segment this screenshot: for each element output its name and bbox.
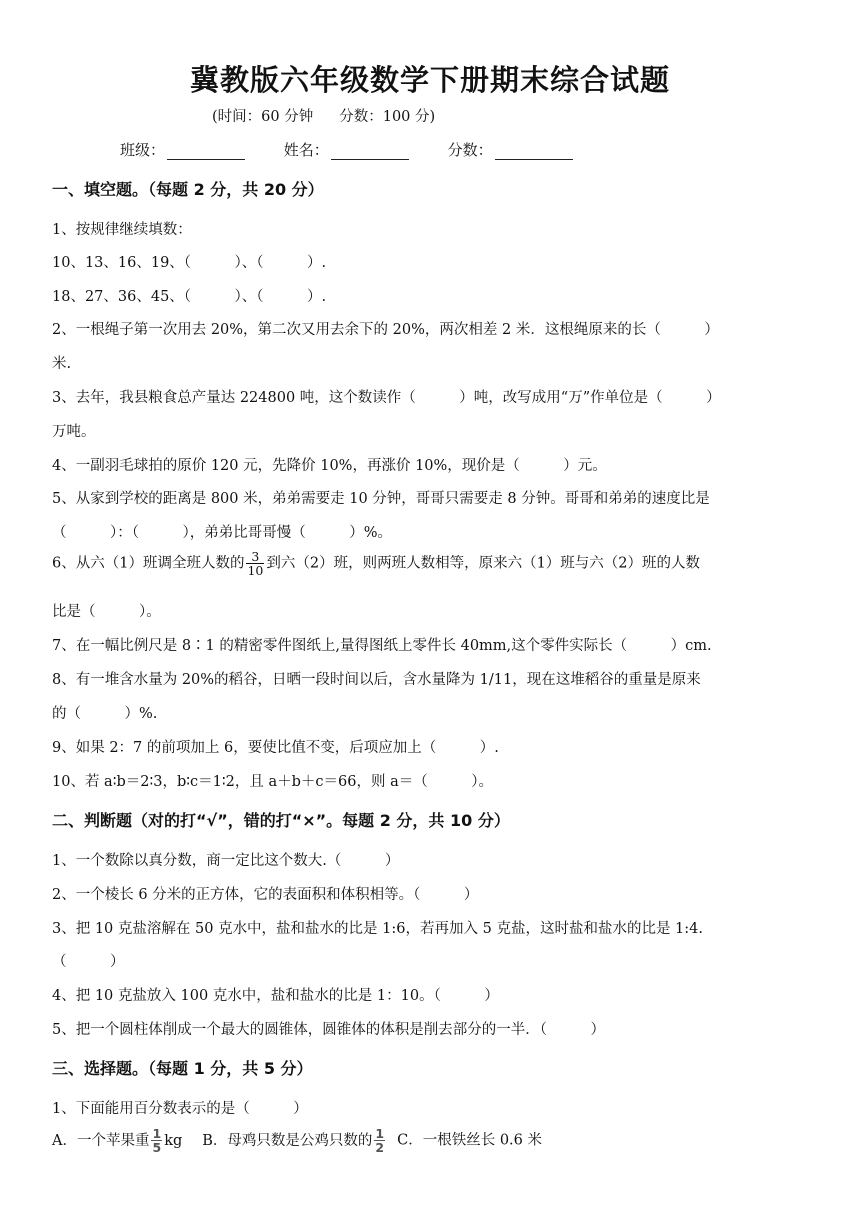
question-line: 1、按规律继续填数： (52, 222, 192, 238)
option-a-unit: kg (164, 1132, 183, 1149)
question-line: 9、如果 2：7 的前项加上 6，要使比值不变，后项应加上（ ）. (52, 740, 499, 756)
section-heading-fill-in: 一、填空题。（每题 2 分，共 20 分） (52, 180, 324, 199)
section-heading-true-false: 二、判断题（对的打“√”，错的打“×”。每题 2 分，共 10 分） (52, 811, 510, 830)
fraction-3-10 (246, 550, 264, 577)
question-line: 4、把 10 克盐放入 100 克水中，盐和盐水的比是 1：10。（ ） (52, 988, 499, 1004)
option-b-text: B．母鸡只数是公鸡只数的 (202, 1132, 373, 1149)
question-line: 7、在一幅比例尺是 8∶1 的精密零件图纸上,量得图纸上零件长 40mm,这个零件实际长（ ）cm. (52, 638, 712, 654)
fraction-1-5 (151, 1127, 162, 1154)
class-label: 班级： (120, 141, 166, 159)
question-line: （ ） (52, 954, 125, 970)
time-limit: (时间：60 分钟 (212, 109, 314, 125)
class-blank[interactable] (167, 145, 245, 160)
question-line: 的（ ）%. (52, 706, 158, 722)
fraction-numerator: 3 (246, 550, 264, 564)
score-label: 分数： (447, 141, 493, 159)
question-line: 5、把一个圆柱体削成一个最大的圆锥体，圆锥体的体积是削去部分的一半．（ ） (52, 1022, 605, 1038)
exam-meta (212, 105, 435, 126)
question-line: 米. (52, 356, 72, 372)
question-line-q6 (52, 550, 700, 577)
question-line: 10、若 a∶b＝2∶3，b∶c＝1∶2，且 a＋b＋c＝66，则 a＝（ ）。 (52, 774, 493, 790)
question-line: 2、一根绳子第一次用去 20%，第二次又用去余下的 20%，两次相差 2 米．这根绳原来的长（ ） (52, 322, 719, 338)
question-line: 3、把 10 克盐溶解在 50 克水中，盐和盐水的比是 1:6，若再加入 5 克盐，这时盐和盐水的比是 1:4. (52, 921, 704, 937)
score-field (448, 139, 573, 160)
question-line: 2、一个棱长 6 分米的正方体，它的表面积和体积相等。（ ） (52, 887, 479, 903)
question-line: 18、27、36、45、（ ）、（ ）. (52, 289, 327, 305)
student-info (120, 139, 607, 160)
section-heading-multiple-choice: 三、选择题。（每题 1 分，共 5 分） (52, 1059, 313, 1078)
q6-text-b: 到六（2）班，则两班人数相等，原来六（1）班与六（2）班的人数 (266, 555, 701, 572)
question-line: 1、下面能用百分数表示的是（ ） (52, 1101, 308, 1117)
question-line: 比是（ ）。 (52, 604, 161, 620)
name-blank[interactable] (331, 145, 409, 160)
fraction-denominator: 10 (247, 563, 264, 578)
option-b[interactable] (202, 1126, 387, 1155)
question-line: 万吨。 (52, 424, 96, 440)
choice-options (52, 1127, 542, 1154)
class-field (120, 139, 245, 160)
option-a[interactable] (52, 1126, 183, 1155)
question-line: 4、一副羽毛球拍的原价 120 元，先降价 10%，再涨价 10%，现价是（ ）元。 (52, 458, 607, 474)
question-line: 5、从家到学校的距离是 800 米，弟弟需要走 10 分钟，哥哥只需要走 8 分钟。哥哥和弟弟的速度比是 (52, 491, 710, 507)
score-blank[interactable] (495, 145, 573, 160)
total-score: 分数：100 分) (339, 109, 436, 125)
fraction-numerator: 1 (375, 1126, 385, 1141)
fraction-denominator: 2 (375, 1140, 385, 1155)
q6-text-a: 6、从六（1）班调全班人数的 (52, 555, 245, 572)
option-c[interactable]: C．一根铁丝长 0.6 米 (397, 1132, 542, 1149)
name-field (284, 139, 409, 160)
name-label: 姓名： (283, 141, 329, 159)
question-line: 1、一个数除以真分数，商一定比这个数大.（ ） (52, 853, 400, 869)
fraction-numerator: 1 (152, 1126, 162, 1141)
fraction-1-2 (374, 1127, 385, 1154)
question-line: 3、去年，我县粮食总产量达 224800 吨，这个数读作（ ）吨，改写成用“万”作单位是（ ） (52, 390, 721, 406)
question-line: （ ）：（ ），弟弟比哥哥慢（ ）%。 (52, 525, 393, 541)
question-line: 8、有一堆含水量为 20%的稻谷，日晒一段时间以后，含水量降为 1/11，现在这堆稻谷的重量是原来 (52, 672, 701, 688)
page-title: 冀教版六年级数学下册期末综合试题 (189, 63, 670, 97)
question-line: 10、13、16、19、（ ）、（ ）. (52, 255, 327, 271)
option-a-text: A．一个苹果重 (52, 1132, 150, 1149)
fraction-denominator: 5 (152, 1140, 162, 1155)
